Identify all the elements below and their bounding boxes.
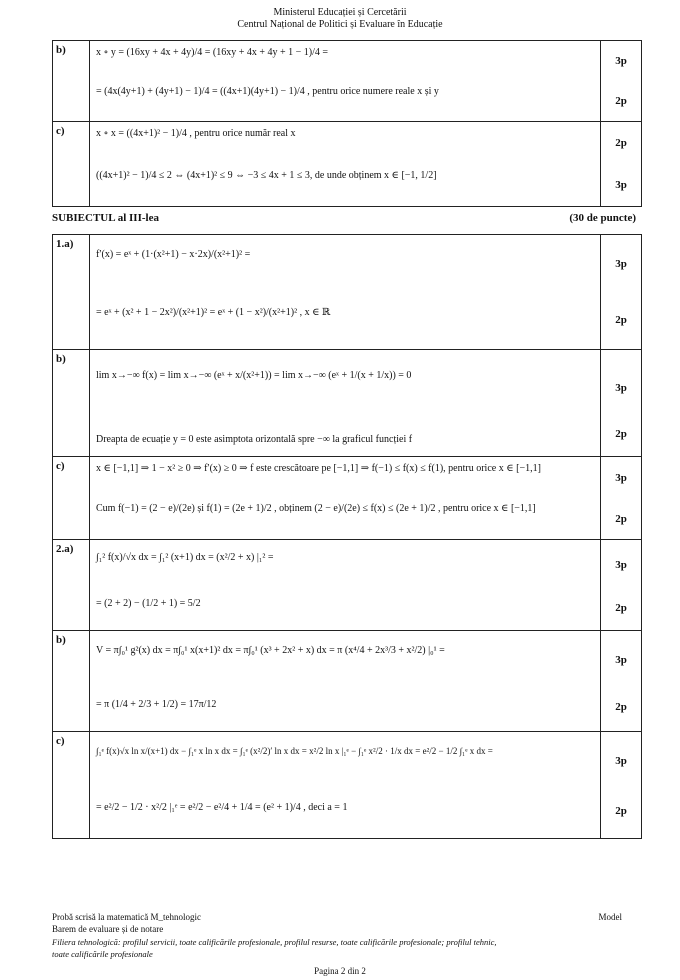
footer-filiera-cont: toate calificările profesionale — [52, 949, 153, 959]
points: 3p — [615, 179, 627, 191]
page-number: Pagina 2 din 2 — [314, 966, 366, 976]
section-title: SUBIECTUL al III-lea — [52, 212, 159, 224]
footer-barem: Barem de evaluare și de notare — [52, 924, 164, 934]
points: 2p — [615, 137, 627, 149]
footer-model: Model — [598, 912, 622, 922]
points: 3p — [615, 755, 627, 767]
points: 3p — [615, 55, 627, 67]
row-label: 1.a) — [53, 235, 90, 350]
formula-line: x ∘ y = (16xy + 4x + 4y)/4 = (16xy + 4x + 4y + 1 − 1)/4 = — [96, 47, 329, 58]
section-score: (30 de puncte) — [569, 212, 636, 224]
row-label: b) — [53, 350, 90, 457]
points: 3p — [615, 258, 627, 270]
row-label: c) — [53, 122, 90, 207]
formula-line: ∫₁² f(x)/√x dx = ∫₁² (x+1) dx = (x²/2 + x) |₁² = — [96, 552, 274, 563]
formula-line: Cum f(−1) = (2 − e)/(2e) și f(1) = (2e + 1)/2 , obținem (2 − e)/(2e) ≤ f(x) ≤ (2e + 1)/2 , pentru orice x ∈ [−1,1] — [96, 503, 536, 514]
row-label: c) — [53, 732, 90, 839]
footer-exam — [52, 912, 642, 922]
points: 2p — [615, 805, 627, 817]
formula-line: lim x→−∞ f(x) = lim x→−∞ (eˣ + x/(x²+1)) = lim x→−∞ (eˣ + 1/(x + 1/x)) = 0 — [96, 370, 412, 381]
formula-line: V = π∫₀¹ g²(x) dx = π∫₀¹ x(x+1)² dx = π∫₀¹ (x³ + 2x² + x) dx = π (x⁴/4 + 2x³/3 + x²/2) |₀¹ = — [96, 645, 445, 656]
formula-line: x ∈ [−1,1] ⇒ 1 − x² ≥ 0 ⇒ f′(x) ≥ 0 ⇒ f este crescătoare pe [−1,1] ⇒ f(−1) ≤ f(x) ≤ f(1), pentru orice x ∈ [−1,1] — [96, 463, 541, 474]
top-table — [52, 40, 642, 207]
formula-line: = eˣ + (x² + 1 − 2x²)/(x²+1)² = eˣ + (1 − x²)/(x²+1)² , x ∈ ℝ — [96, 307, 331, 318]
formula-line: f′(x) = eˣ + (1·(x²+1) − x·2x)/(x²+1)² = — [96, 249, 251, 260]
points: 2p — [615, 428, 627, 440]
row-label: b) — [53, 41, 90, 122]
formula-line: x ∘ x = ((4x+1)² − 1)/4 , pentru orice număr real x — [96, 128, 296, 139]
row-label: b) — [53, 631, 90, 732]
formula-line: ((4x+1)² − 1)/4 ≤ 2 ⇔ (4x+1)² ≤ 9 ⇔ −3 ≤ 4x + 1 ≤ 3, de unde obținem x ∈ [−1, 1/2] — [96, 170, 437, 181]
formula-line: = (4x(4y+1) + (4y+1) − 1)/4 = ((4x+1)(4y+1) − 1)/4 , pentru orice numere reale x și y — [96, 86, 439, 97]
row-label: c) — [53, 457, 90, 540]
footer-exam-text: Probă scrisă la matematică M_tehnologic — [52, 912, 201, 922]
points: 3p — [615, 559, 627, 571]
points: 2p — [615, 95, 627, 107]
section-heading — [52, 212, 642, 224]
points: 3p — [615, 382, 627, 394]
main-table — [52, 234, 642, 839]
formula-line: = (2 + 2) − (1/2 + 1) = 5/2 — [96, 598, 201, 609]
points: 2p — [615, 513, 627, 525]
header-center: Centrul Național de Politici și Evaluare în Educație — [237, 19, 443, 30]
points: 2p — [615, 701, 627, 713]
points: 3p — [615, 654, 627, 666]
formula-line: Dreapta de ecuație y = 0 este asimptota orizontală spre −∞ la graficul funcției f — [96, 434, 413, 445]
formula-line: ∫₁ᵉ f(x)√x ln x/(x+1) dx − ∫₁ᵉ x ln x dx = ∫₁ᵉ (x²/2)′ ln x dx = x²/2 ln x |₁ᵉ − ∫₁ᵉ x²/2 · 1/x dx = e²/2 − 1/2 ∫₁ᵉ x dx = — [96, 746, 493, 756]
points: 3p — [615, 472, 627, 484]
formula-line: = e²/2 − 1/2 · x²/2 |₁ᵉ = e²/2 − e²/4 + 1/4 = (e² + 1)/4 , deci a = 1 — [96, 802, 348, 813]
header-ministry: Ministerul Educației și Cercetării — [273, 7, 407, 18]
formula-line: = π (1/4 + 2/3 + 1/2) = 17π/12 — [96, 699, 217, 710]
points: 2p — [615, 314, 627, 326]
points: 2p — [615, 602, 627, 614]
row-label: 2.a) — [53, 540, 90, 631]
footer-filiera: Filiera tehnologică: profilul servicii, toate calificările profesionale, profilul resurse, toate calificările profesionale; profilul tehnic, — [52, 937, 497, 947]
